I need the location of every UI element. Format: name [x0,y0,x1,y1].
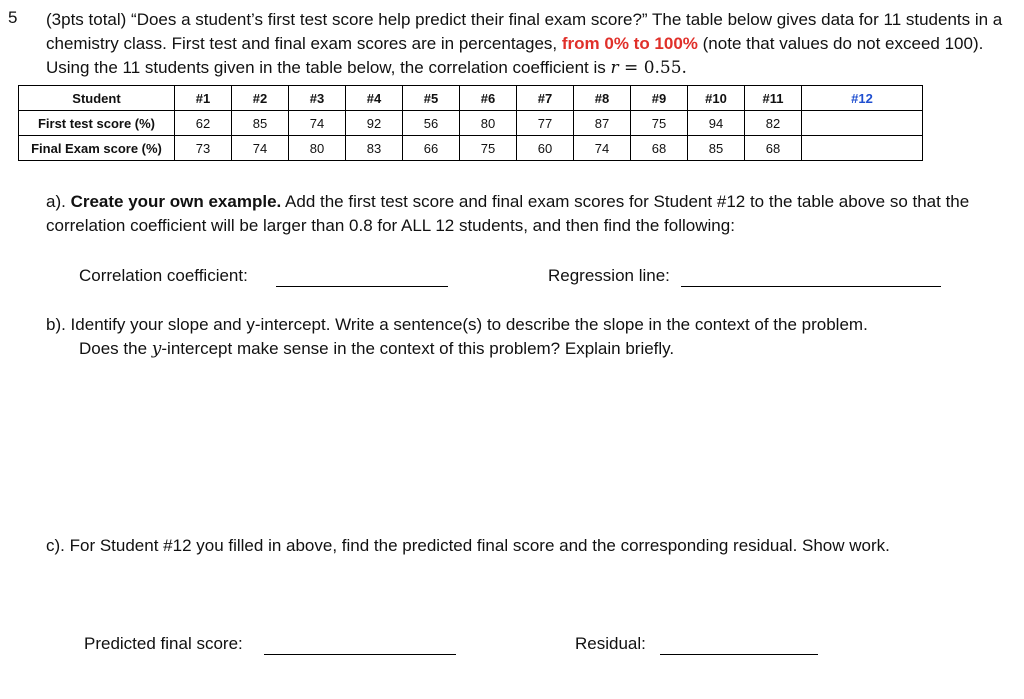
table-cell: 83 [346,136,403,161]
header-student-2: #2 [232,86,289,111]
row-label-final-exam: Final Exam score (%) [19,136,175,161]
intro-highlight: from 0% to 100% [561,34,698,53]
r-symbol: r [610,58,619,78]
header-student-6: #6 [460,86,517,111]
header-student-11: #11 [745,86,802,111]
header-student-10: #10 [688,86,745,111]
part-b-line-2-pre: Does the [79,339,152,358]
table-cell: 80 [289,136,346,161]
table-cell: 56 [403,111,460,136]
table-cell: 62 [175,111,232,136]
correlation-label: Correlation coefficient: [79,266,248,285]
intro-text-a: (3pts total) “Does a student’s first test score help predict their final exam score?” The table below gives data for 11 students in a chemistry class. First test and final exam scores are in percentages, [46,10,1003,53]
residual-blank[interactable] [660,636,818,655]
data-table [18,85,923,161]
table-cell: 66 [403,136,460,161]
part-b-text [46,313,986,361]
table-header-row [19,86,923,111]
regression-blank[interactable] [681,268,941,287]
table-cell: 73 [175,136,232,161]
header-student-12: #12 [802,86,923,111]
table-cell: 68 [745,136,802,161]
table-cell: 82 [745,111,802,136]
part-b-line-2-post: -intercept make sense in the context of this problem? Explain briefly. [161,339,675,358]
table-cell: 87 [574,111,631,136]
part-a-body: Add the first test score and final exam scores for Student #12 to the table above so that the correlation coefficient will be larger than 0.8 for ALL 12 students, and then find the following: [46,192,970,235]
question-number: 5 [8,8,18,27]
header-student-8: #8 [574,86,631,111]
table-cell: 92 [346,111,403,136]
table-cell: 77 [517,111,574,136]
table-cell: 80 [460,111,517,136]
header-student-7: #7 [517,86,574,111]
row-label-first-test: First test score (%) [19,111,175,136]
part-a-text [46,190,976,238]
question-intro [46,8,1006,80]
residual-label: Residual: [575,634,646,653]
table-cell: 74 [232,136,289,161]
header-student-4: #4 [346,86,403,111]
table-cell: 85 [232,111,289,136]
table-cell: 60 [517,136,574,161]
table-row [19,111,923,136]
header-student-3: #3 [289,86,346,111]
table-cell: 74 [289,111,346,136]
table-row [19,136,923,161]
table-cell: 85 [688,136,745,161]
part-c-text: c). For Student #12 you filled in above, find the predicted final score and the corresponding residual. Show work. [46,536,890,555]
intro-text-b: (note that values do not exceed 100). Using the 11 students given in the table below, the correlation coefficient is [46,34,984,77]
correlation-blank[interactable] [276,268,448,287]
table-cell: 75 [460,136,517,161]
header-label: Student [19,86,175,111]
header-student-5: #5 [403,86,460,111]
part-a-prefix: a). [46,192,71,211]
student-12-first-test-cell[interactable] [802,111,923,136]
part-b-line-1: b). Identify your slope and y-intercept. Write a sentence(s) to describe the slope in the context of the problem. [46,315,868,334]
predicted-final-blank[interactable] [264,636,456,655]
header-student-9: #9 [631,86,688,111]
header-student-1: #1 [175,86,232,111]
table-cell: 94 [688,111,745,136]
student-12-final-exam-cell[interactable] [802,136,923,161]
table-cell: 74 [574,136,631,161]
table-cell: 75 [631,111,688,136]
predicted-final-label: Predicted final score: [84,634,243,653]
regression-label: Regression line: [548,266,670,285]
table-cell: 68 [631,136,688,161]
y-symbol: y [151,339,162,359]
part-b-line-2 [46,337,986,361]
part-a-bold: Create your own example. [70,192,282,211]
r-value: = 0.55. [618,58,687,78]
